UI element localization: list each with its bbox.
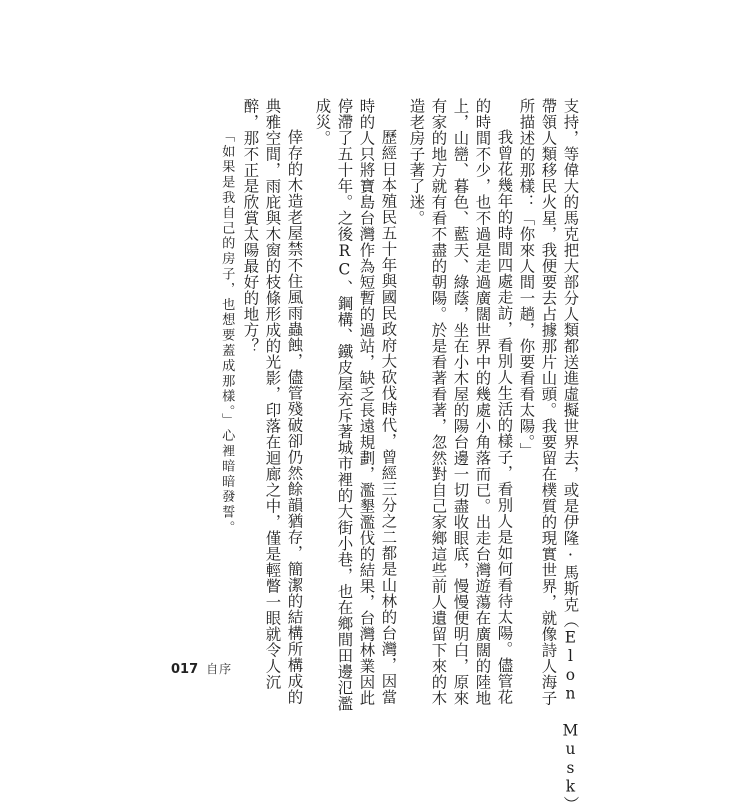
- text-column: 典雅空間，雨庇與木窗的枝條形成的光影，印落在迴廊之中，僅是輕瞥一眼就令人沉: [263, 98, 282, 690]
- page-number: 017: [171, 662, 199, 677]
- text-column: 支持，等偉大的馬克把大部分人類都送進虛擬世界去，或是伊隆·馬斯克（Elon Musk）: [561, 98, 580, 812]
- text-column: 時的人只將寶島台灣作為短暫的過站，缺乏長遠規劃，濫墾濫伐的結果，台灣林業因此: [357, 98, 376, 706]
- text-column: 的時間不少，也不過是走過廣闊世界中的幾處小角落而已。出走台灣遊蕩在廣闊的陸地: [473, 98, 492, 706]
- text-column: 帶領人類移民火星，我便要去占據那片山頭。我要留在樸質的現實世界，就像詩人海子: [539, 98, 558, 706]
- text-column: 有家的地方就有看不盡的朝陽。於是看著看著，忽然對自己家鄉這些前人遺留下來的木: [429, 98, 448, 706]
- text-column: 停滯了五十年。之後RC、鋼構、鐵皮屋充斥著城市裡的大街小巷，也在鄉間田邊氾濫: [335, 98, 354, 712]
- text-column: 造老房子著了迷。: [407, 98, 426, 226]
- text-column: 所描述的那樣：「你來人間一趟，你要看看太陽。」: [517, 98, 536, 459]
- text-column: 上，山巒、暮色、藍天、綠蔭，坐在小木屋的陽台邊一切盡收眼底，慢慢便明白，原來: [451, 98, 470, 706]
- page-footer: [171, 660, 232, 677]
- quote-column: 「如果是我自己的房子，也想要蓋成那樣。」心裡暗暗發誓。: [219, 129, 235, 536]
- running-title: 自序: [206, 662, 233, 676]
- text-column: 醉，那不正是欣賞太陽最好的地方？: [241, 98, 260, 354]
- text-column: 歷經日本殖民五十年與國民政府大砍伐時代，曾經三分之二都是山林的台灣，因當: [379, 129, 398, 705]
- text-column: 倖存的木造老屋禁不住風雨蟲蝕，儘管殘破卻仍然餘韻猶存，簡潔的結構所構成的: [285, 129, 304, 705]
- text-column: 我曾花幾年的時間四處走訪，看別人生活的樣子，看別人是如何看待太陽。儘管花: [495, 129, 514, 705]
- text-column: 成災。: [313, 98, 332, 146]
